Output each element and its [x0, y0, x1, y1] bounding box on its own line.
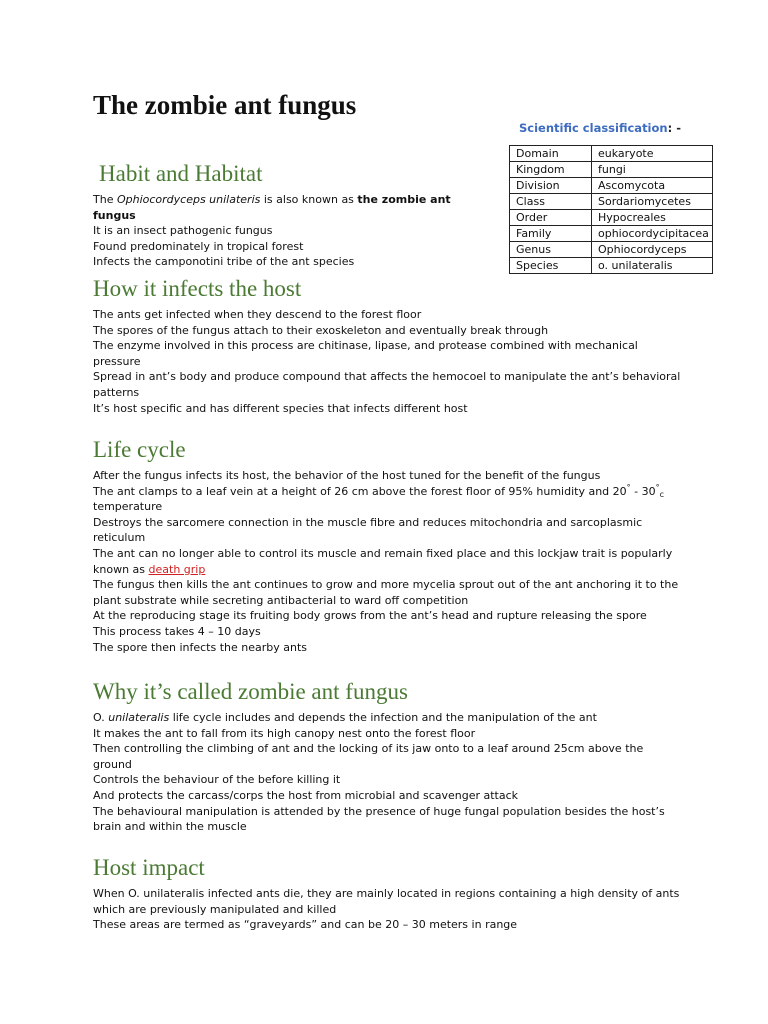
species-name: Ophiocordyceps unilateris — [116, 193, 261, 206]
paragraph-line — [93, 484, 683, 515]
table-cell-value: Sordariomycetes — [592, 194, 713, 210]
paragraph-line: Then controlling the climbing of ant and the locking of its jaw onto to a leaf around 25cm above the ground — [93, 742, 644, 771]
paragraph-line: And protects the carcass/corps the host from microbial and scavenger attack — [93, 788, 519, 802]
text-span: is also known as — [260, 193, 358, 206]
table-cell-value: Hypocreales — [592, 210, 713, 226]
classification-heading-suffix: : - — [667, 121, 681, 135]
paragraph-line: Spread in ant’s body and produce compound that affects the hemocoel to manipulate the ant’s behavioral patterns — [93, 370, 681, 399]
table-cell-value: Ophiocordyceps — [592, 242, 713, 258]
table-cell-value: ophiocordycipitacea — [592, 226, 713, 242]
degree-symbol: ° — [655, 482, 660, 492]
section-heading: Host impact — [93, 855, 205, 880]
paragraph-line: The spore then infects the nearby ants — [93, 640, 308, 654]
section-habit-and-habitat — [93, 160, 683, 270]
paragraph-line: The enzyme involved in this process are chitinase, lipase, and protease combined with mechanical pressure — [93, 339, 638, 368]
table-cell-key: Class — [510, 194, 592, 210]
unit-subscript: c — [659, 489, 665, 499]
table-cell-key: Family — [510, 226, 592, 242]
text-span: The — [93, 193, 117, 206]
text-span: life cycle includes and depends the infection and the manipulation of the ant — [169, 711, 597, 724]
table-cell-key: Order — [510, 210, 592, 226]
species-name: unilateralis — [108, 711, 170, 724]
text-span: temperature — [93, 500, 163, 514]
paragraph-line: At the reproducing stage its fruiting body grows from the ant’s head and rupture releasing the spore — [93, 609, 647, 623]
table-cell-value: eukaryote — [592, 146, 713, 162]
paragraph-line: Found predominately in tropical forest — [93, 239, 304, 253]
table-cell-key: Genus — [510, 242, 592, 258]
classification-heading-text: Scientific classification — [519, 121, 668, 135]
text-span: The ant clamps to a leaf vein at a height of 26 cm above the forest floor of 95% humidity and 20 — [93, 484, 627, 498]
section-heading: Why it’s called zombie ant fungus — [93, 679, 408, 704]
classification-heading — [519, 120, 681, 136]
paragraph-line: When O. unilateralis infected ants die, they are mainly located in regions containing a high density of ants which are previously manipulated and killed — [93, 887, 680, 916]
section-how-it-infects — [93, 275, 683, 416]
paragraph-line — [93, 710, 683, 726]
paragraph-line — [93, 192, 488, 223]
document-title: The zombie ant fungus — [93, 90, 357, 120]
paragraph-line: These areas are termed as “graveyards” and can be 20 – 30 meters in range — [93, 918, 518, 932]
table-cell-value: Ascomycota — [592, 178, 713, 194]
paragraph-line: Destroys the sarcomere connection in the muscle fibre and reduces mitochondria and sarcoplasmic reticulum — [93, 515, 643, 545]
death-grip-link[interactable]: death grip — [148, 562, 206, 576]
section-heading: Habit and Habitat — [99, 161, 263, 186]
table-cell-key: Kingdom — [510, 162, 592, 178]
table-cell-key: Division — [510, 178, 592, 194]
paragraph-line: It’s host specific and has different species that infects different host — [93, 401, 468, 415]
paragraph-line: It is an insect pathogenic fungus — [93, 224, 273, 238]
section-life-cycle — [93, 436, 683, 655]
degree-symbol: ° — [626, 482, 631, 492]
paragraph-line: Infects the camponotini tribe of the ant species — [93, 255, 355, 269]
table-cell-key: Domain — [510, 146, 592, 162]
table-cell-key: Species — [510, 258, 592, 274]
paragraph-line: Controls the behaviour of the before killing it — [93, 773, 341, 787]
section-host-impact — [93, 854, 683, 933]
bold-phrase: the zombie ant fungus — [93, 193, 451, 222]
text-span: O. — [93, 711, 109, 724]
section-heading: Life cycle — [93, 437, 186, 462]
section-heading: How it infects the host — [93, 276, 302, 301]
paragraph-line: The fungus then kills the ant continues to grow and more mycelia sprout out of the ant anchoring it to the plant substrate while secreting antibacterial to ward off competition — [93, 578, 679, 607]
table-cell-value: fungi — [592, 162, 713, 178]
paragraph-line: The behavioural manipulation is attended by the presence of huge fungal population besides the host’s brain and within the muscle — [93, 804, 665, 834]
text-span: - 30 — [630, 484, 656, 498]
table-cell-value: o. unilateralis — [592, 258, 713, 274]
paragraph-line: The ants get infected when they descend to the forest floor — [93, 308, 422, 321]
paragraph-line: This process takes 4 – 10 days — [93, 624, 261, 638]
paragraph-line: The spores of the fungus attach to their exoskeleton and eventually break through — [93, 323, 549, 337]
paragraph-line — [93, 546, 683, 577]
text-span: The ant can no longer able to control its muscle and remain fixed place and this lockjaw trait is popularly known as — [93, 546, 673, 576]
paragraph-line: After the fungus infects its host, the behavior of the host tuned for the benefit of the fungus — [93, 469, 601, 482]
paragraph-line: It makes the ant to fall from its high canopy nest onto the forest floor — [93, 726, 476, 740]
section-why-zombie — [93, 678, 683, 835]
